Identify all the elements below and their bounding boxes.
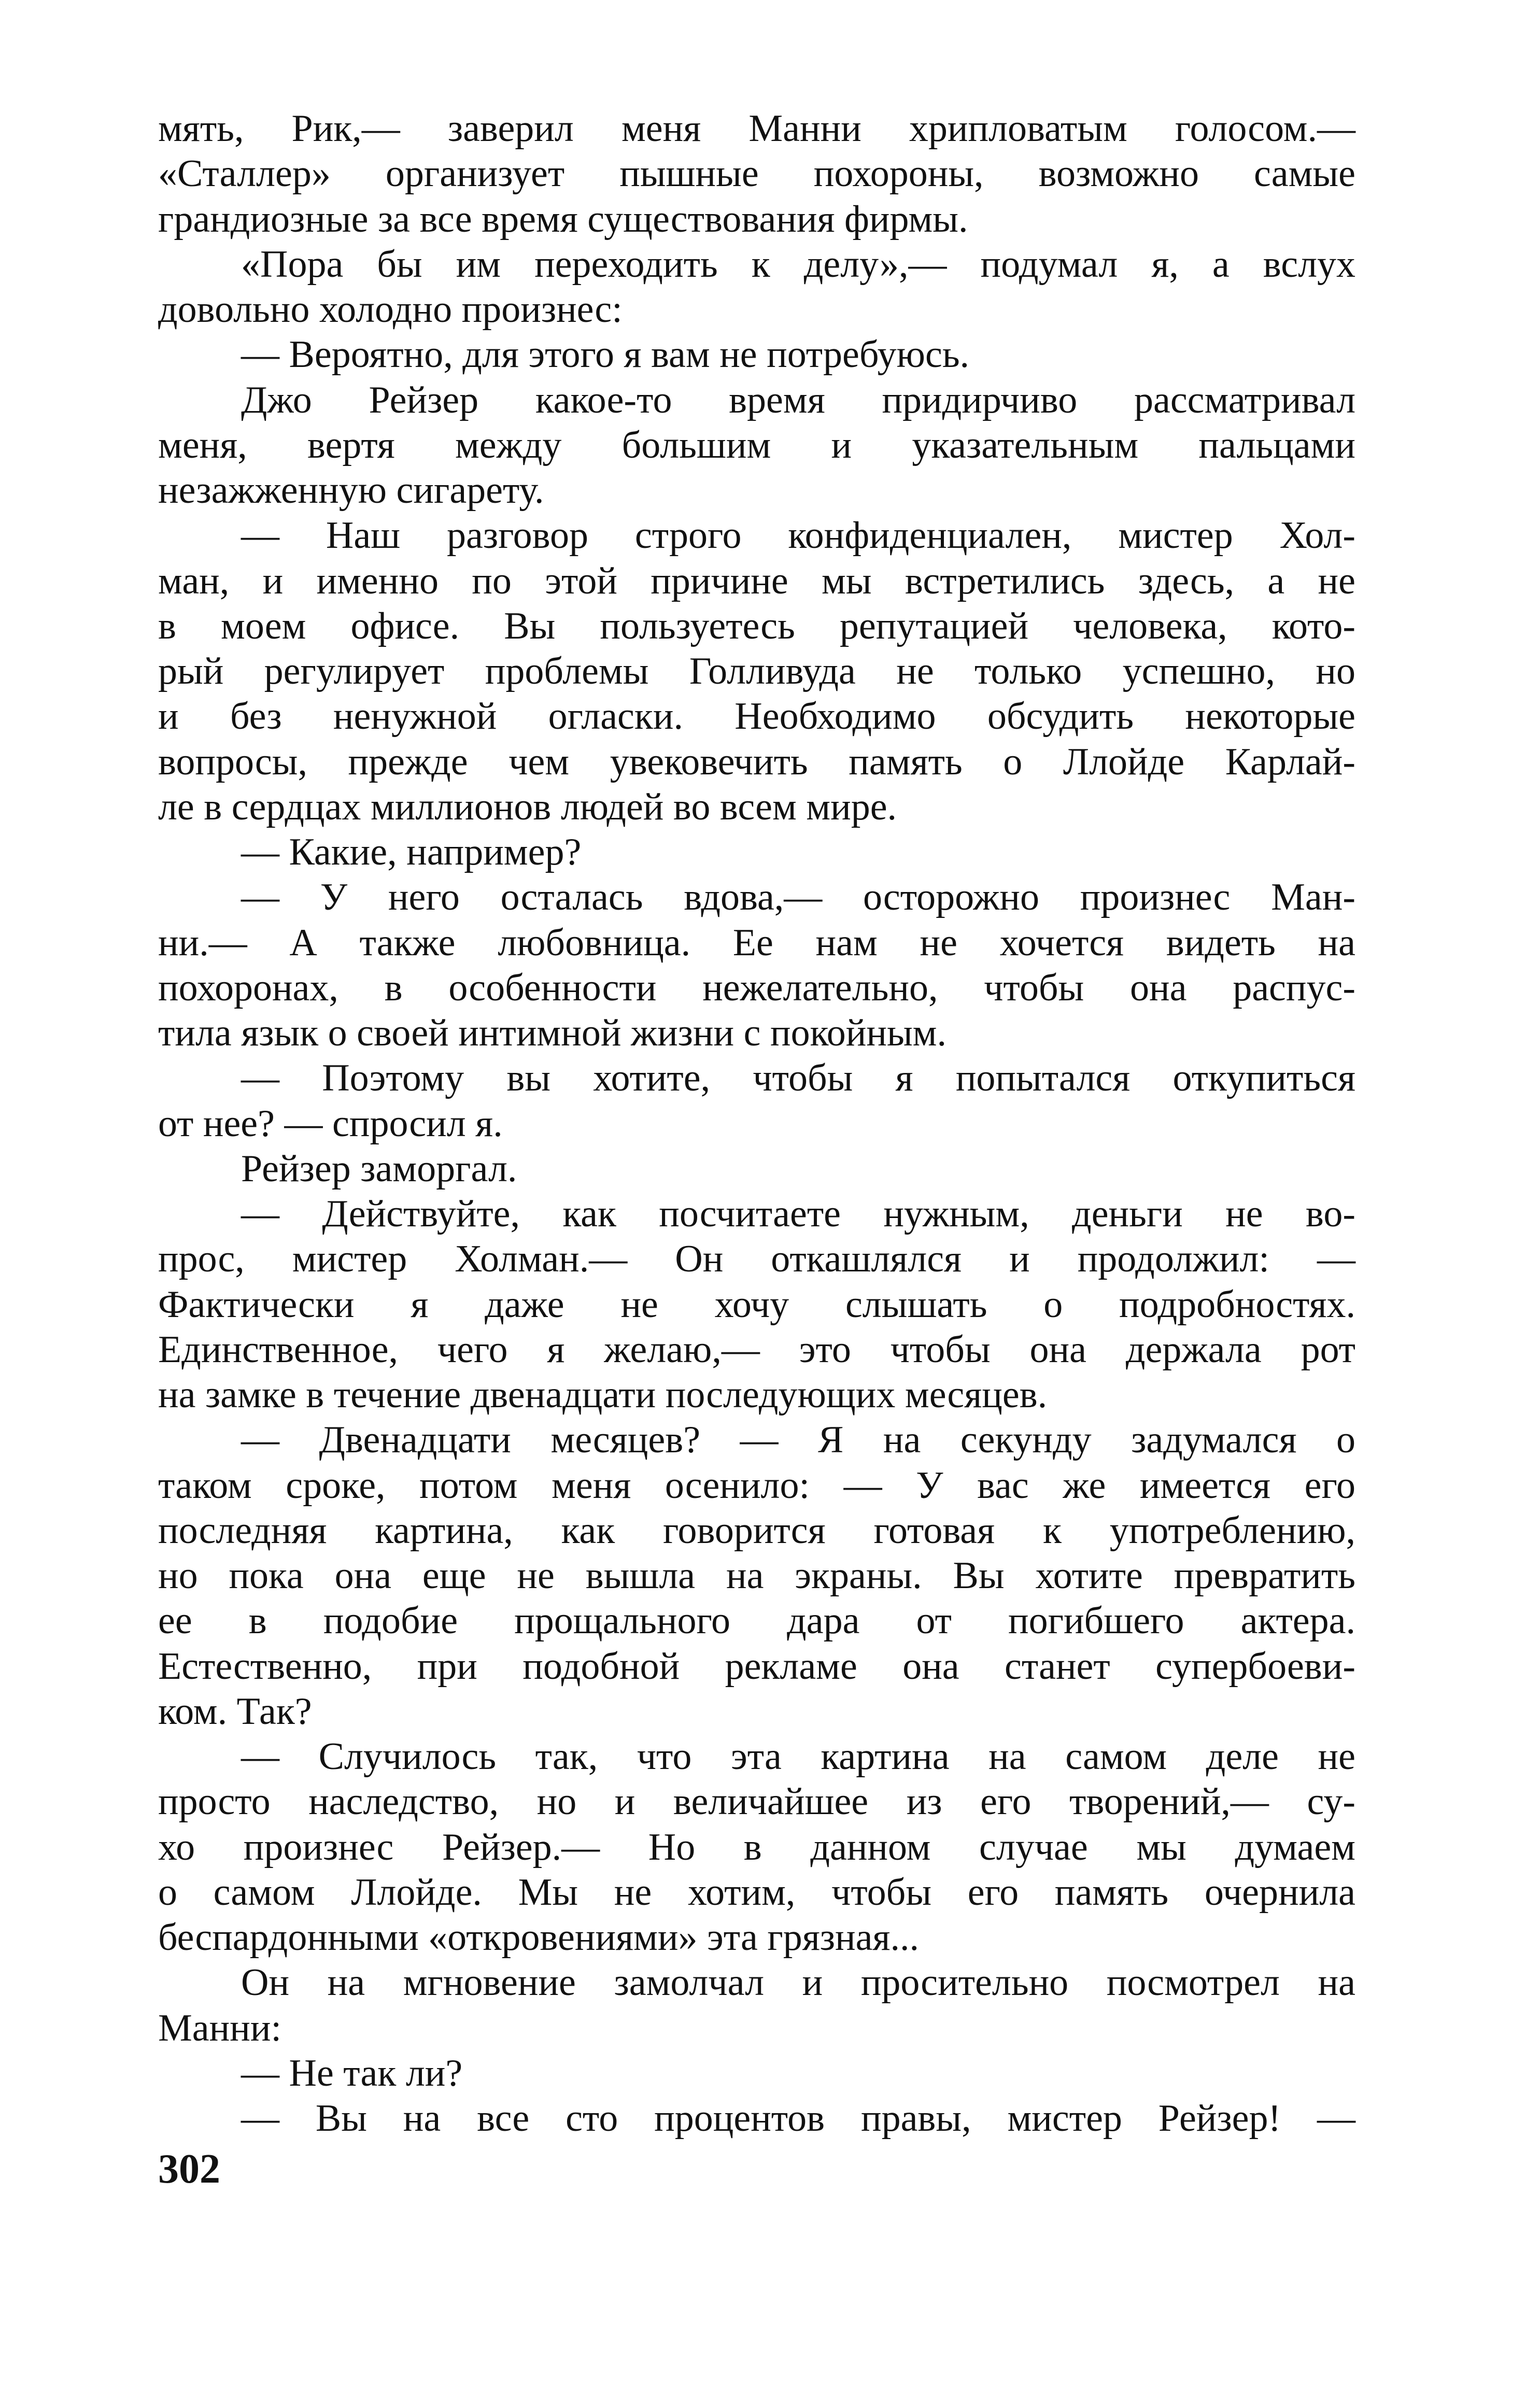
text-line: Единственное, чего я желаю,— это чтобы она держала рот [158,1328,1355,1371]
text-line: «Пора бы им переходить к делу»,— подумал я, а вслух [241,243,1355,286]
text-line: ман, и именно по этой причине мы встретились здесь, а не [158,559,1355,602]
text-line: и без ненужной огласки. Необходимо обсудить некоторые [158,695,1355,738]
text-line: — Наш разговор строго конфиденциален, мистер Хол- [241,514,1355,557]
text-line: Он на мгновение замолчал и просительно посмотрел на [241,1961,1355,2004]
text-line: хо произнес Рейзер.— Но в данном случае мы думаем [158,1825,1355,1869]
text-line: от нее? — спросил я. [158,1102,503,1145]
text-line: мять, Рик,— заверил меня Манни хрипловатым голосом.— [158,107,1355,150]
text-line: меня, вертя между большим и указательным пальцами [158,423,1355,466]
text-line: ком. Так? [158,1690,312,1733]
text-line: Фактически я даже не хочу слышать о подробностях. [158,1283,1355,1326]
text-line: на замке в течение двенадцати последующих месяцев. [158,1374,1048,1416]
text-line: Естественно, при подобной рекламе она станет супербоеви- [158,1645,1355,1688]
text-line: Манни: [158,2006,282,2049]
text-line: — Какие, например? [241,831,582,873]
text-line: ле в сердцах миллионов людей во всем мире. [158,785,897,828]
text-line: — Действуйте, как посчитаете нужным, деньги не во- [241,1193,1355,1235]
text-line: рый регулирует проблемы Голливуда не только успешно, но [158,650,1355,692]
text-line: похоронах, в особенности нежелательно, чтобы она распус- [158,966,1355,1009]
text-line: таком сроке, потом меня осенило: — У вас же имеется его [158,1464,1355,1507]
text-line: последняя картина, как говорится готовая к употреблению, [158,1509,1355,1552]
text-line: довольно холодно произнес: [158,288,623,331]
text-line: прос, мистер Холман.— Он откашлялся и продолжил: — [158,1238,1355,1281]
text-line: о самом Ллойде. Мы не хотим, чтобы его память очернила [158,1871,1355,1914]
text-line: вопросы, прежде чем увековечить память о Ллойде Карлай- [158,740,1355,783]
text-line: грандиозные за все время существования фирмы. [158,197,968,240]
text-line: ее в подобие прощального дара от погибшего актера. [158,1600,1355,1643]
text-line: — У него осталась вдова,— осторожно произнес Ман- [241,876,1355,919]
text-line: «Сталлер» организует пышные похороны, возможно самые [158,152,1355,195]
text-line: ни.— А также любовница. Ее нам не хочется видеть на [158,921,1355,964]
text-line: но пока она еще не вышла на экраны. Вы хотите превратить [158,1554,1355,1597]
text-line: — Вероятно, для этого я вам не потребуюсь. [241,333,970,376]
text-line: в моем офисе. Вы пользуетесь репутацией человека, кото- [158,604,1355,647]
text-line: беспардонными «откровениями» эта грязная... [158,1916,919,1959]
text-line: незажженную сигарету. [158,469,544,512]
text-line: Джо Рейзер какое-то время придирчиво рассматривал [241,378,1355,421]
text-line: тила язык о своей интимной жизни с покойным. [158,1012,947,1054]
text-line: Рейзер заморгал. [241,1147,517,1190]
page-number: 302 [158,2146,220,2192]
text-line: — Случилось так, что эта картина на самом деле не [241,1735,1355,1778]
text-line: — Поэтому вы хотите, чтобы я попытался откупиться [241,1057,1355,1100]
text-line: — Вы на все сто процентов правы, мистер Рейзер! — [241,2097,1355,2140]
text-line: просто наследство, но и величайшее из его творений,— су- [158,1780,1355,1823]
text-line: — Двенадцати месяцев? — Я на секунду задумался о [241,1419,1355,1462]
page-text [158,106,1355,2141]
text-line: — Не так ли? [241,2051,463,2094]
